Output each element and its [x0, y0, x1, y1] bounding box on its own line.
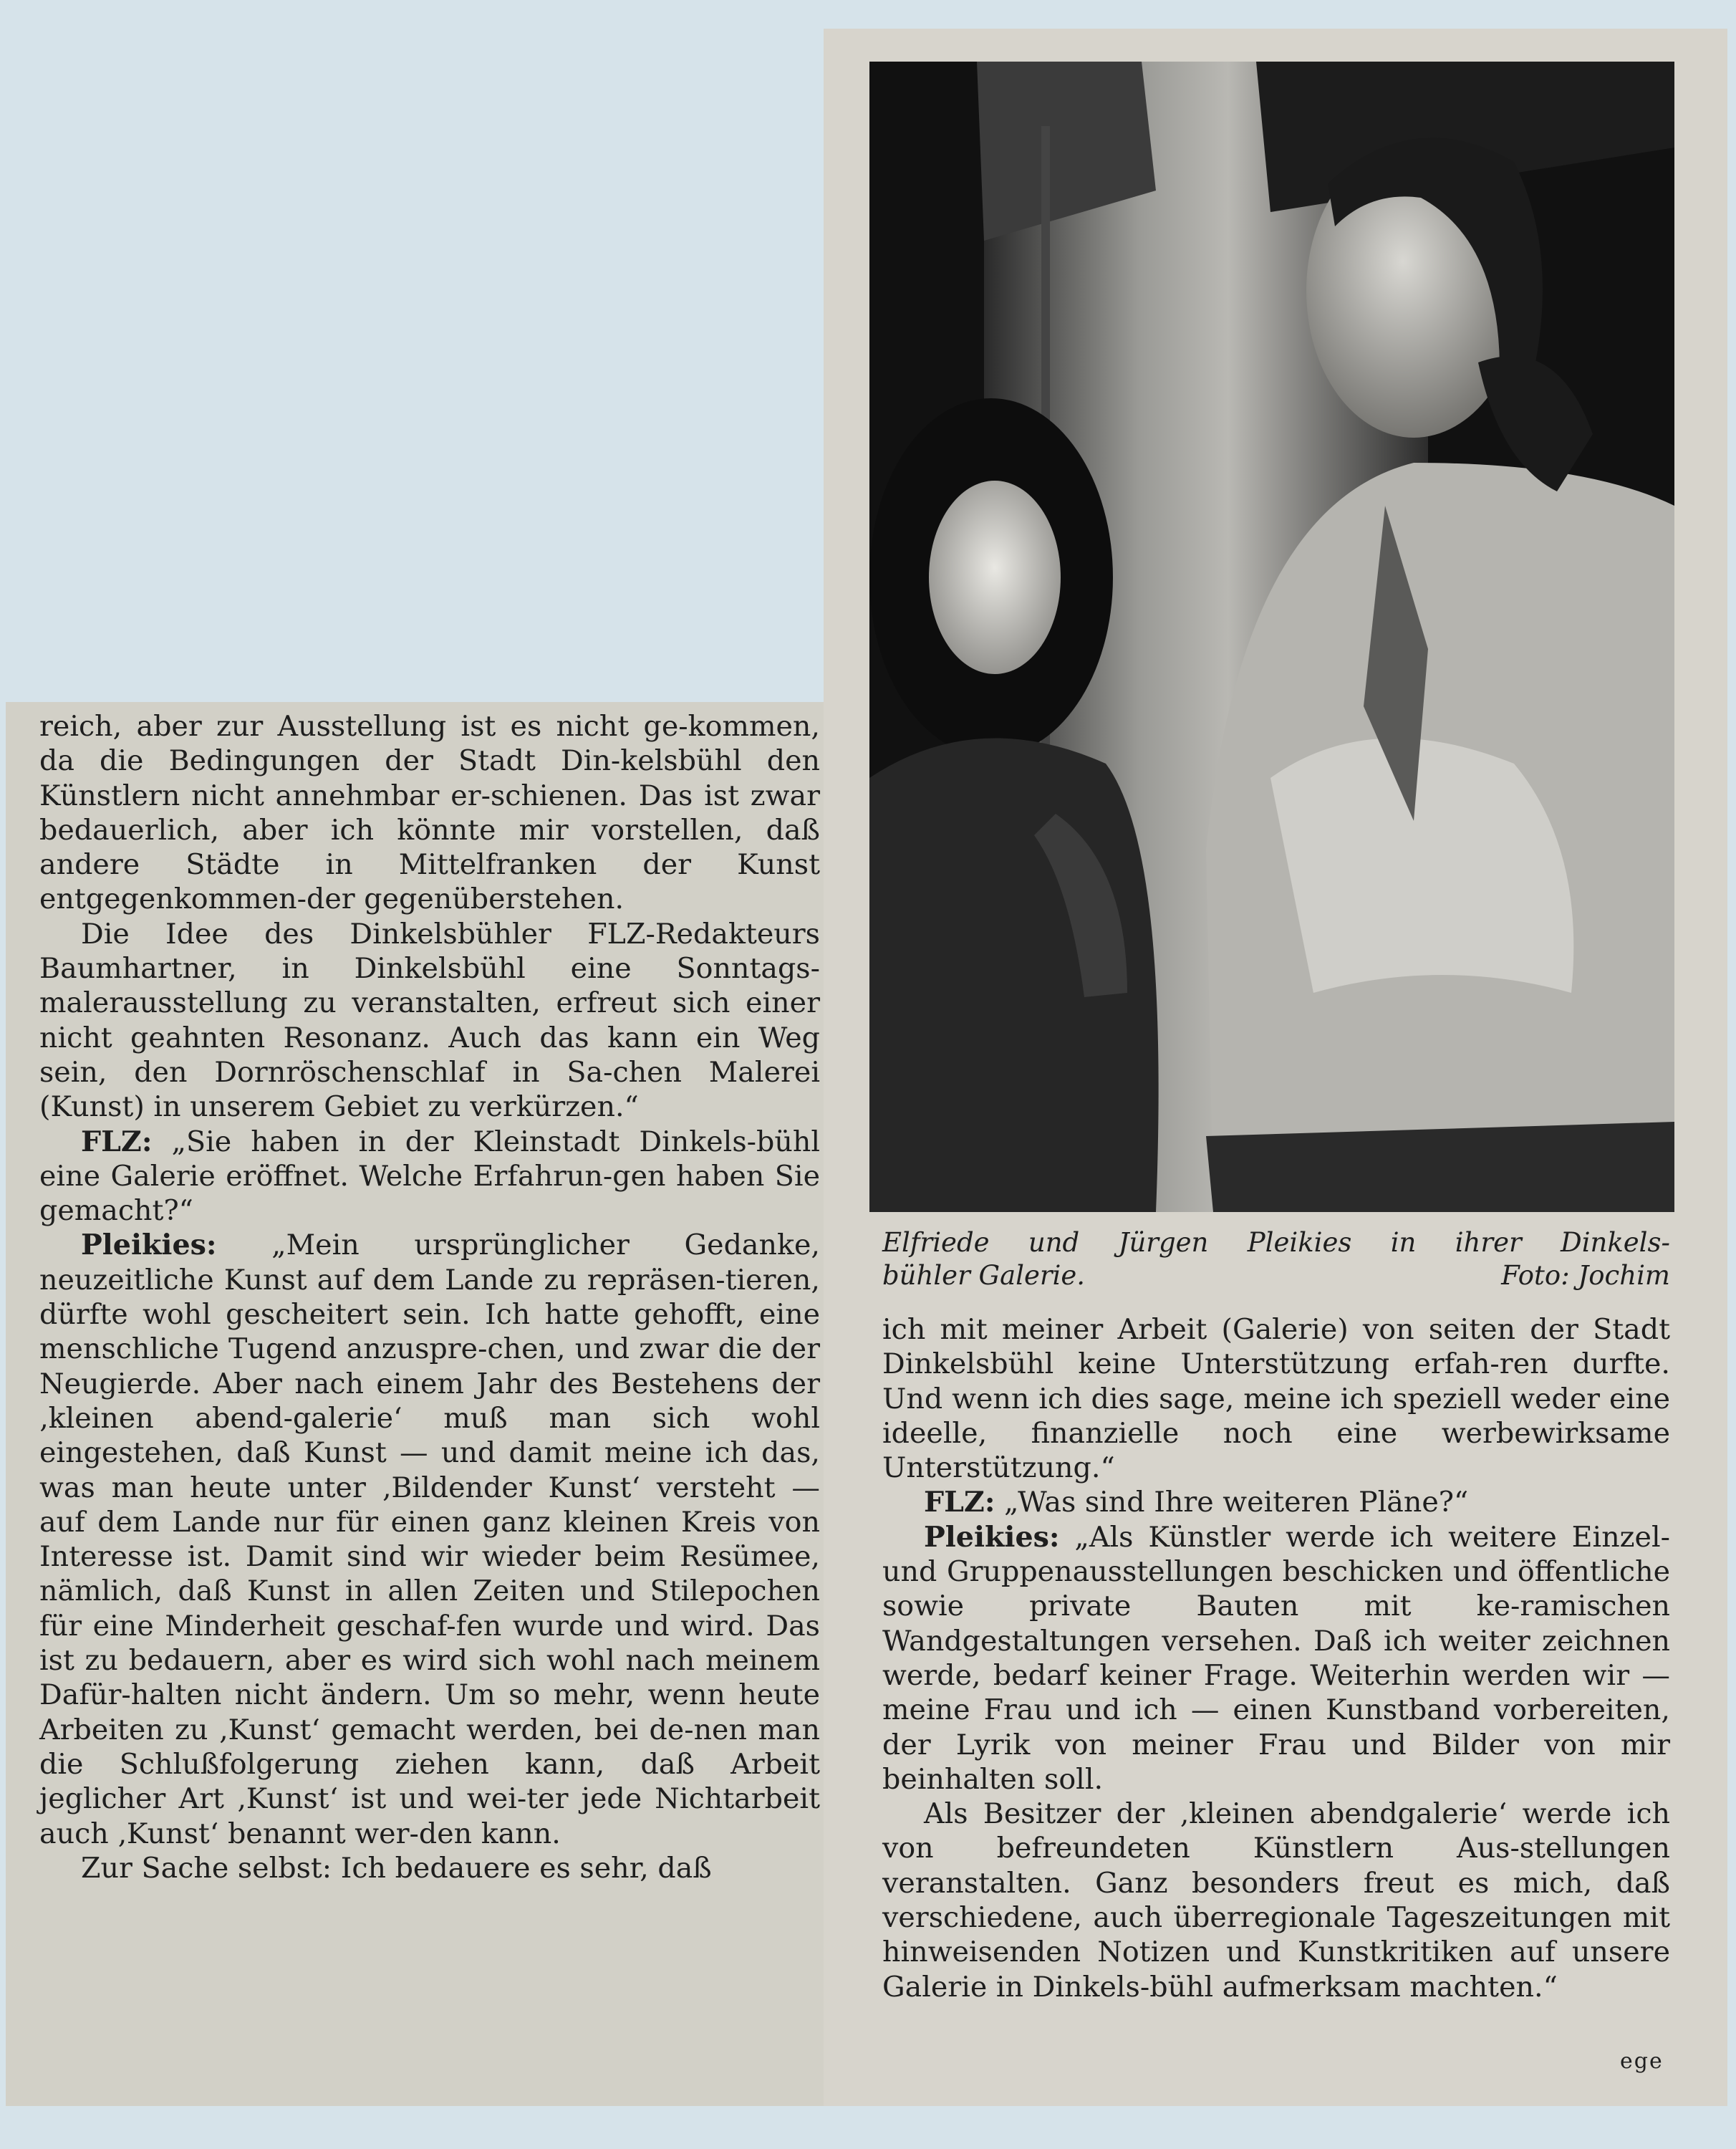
question-1	[39, 1125, 820, 1229]
speaker-flz: FLZ:	[81, 1125, 153, 1158]
author-signature: ege	[1620, 2049, 1664, 2074]
answer-1-text: „Mein ursprünglicher Gedanke, neuzeitliche Kunst auf dem Lande zu repräsen-tieren, dürfte wohl gescheitert sein. Ich hatte gehofft, eine menschliche Tugend anzuspre-chen, und zwar die der Neugierde. Aber nach einem Jahr des Bestehens der ‚kleinen abend-galerie‘ muß man sich wohl eingestehen, daß Kunst — und damit meine ich das, was man heute unter ‚Bildender Kunst‘ versteht — auf dem Lande nur für einen ganz kleinen Kreis von Interesse ist. Damit sind wir wieder beim Resümee, nämlich, daß Kunst in allen Zeiten und Stilepochen für eine Minderheit geschaf-fen wurde und wird. Das ist zu bedauern, aber es wird sich wohl nach meinem Dafür-halten nicht ändern. Um so mehr, wenn heute Arbeiten zu ‚Kunst‘ gemacht werden, bei de-nen man die Schlußfolgerung ziehen kann, daß Arbeit jeglicher Art ‚Kunst‘ ist und wei-ter jede Nichtarbeit auch ‚Kunst‘ benannt wer-den kann.	[39, 1229, 820, 1850]
photo-credit: Foto: Jochim	[1501, 1260, 1670, 1291]
photo-elfriede-juergen-pleikies	[869, 62, 1674, 1212]
paragraph-als-besitzer: Als Besitzer der ‚kleinen abendgalerie‘ werde ich von befreundeten Künstlern Aus-stellungen veranstalten. Ganz besonders freut es mich, daß verschiedene, auch überregionale Tageszeitungen mit hinweisenden Notizen und Kunstkritiken auf unsere Galerie in Dinkels-bühl aufmerksam machten.“	[882, 1797, 1670, 2004]
question-2-text: „Was sind Ihre weiteren Pläne?“	[995, 1486, 1469, 1519]
speaker-pleikies: Pleikies:	[81, 1229, 217, 1262]
photo-caption-line-2: bühler Galerie.	[882, 1260, 1086, 1291]
paragraph-idee: Die Idee des Dinkelsbühler FLZ-Redakteurs Baumhartner, in Dinkelsbühl eine Sonntags-malerausstellung zu veranstalten, erfreut sich einer nicht geahnten Resonanz. Auch das kann ein Weg sein, den Dornröschenschlaf in Sa-chen Malerei (Kunst) in unserem Gebiet zu verkürzen.“	[39, 917, 820, 1124]
article-left-column	[39, 709, 820, 1885]
speaker-flz: FLZ:	[924, 1486, 995, 1519]
paragraph-reich: reich, aber zur Ausstellung ist es nicht ge-kommen, da die Bedingungen der Stadt Din-kelsbühl den Künstlern nicht annehmbar er-schienen. Das ist zwar bedauerlich, aber ich könnte mir vorstellen, daß andere Städte in Mittelfranken der Kunst entgegenkommen-der gegenüberstehen.	[39, 710, 820, 916]
answer-2-text: „Als Künstler werde ich weitere Einzel- und Gruppenausstellungen beschicken und öffentliche sowie private Bauten mit ke-ramischen Wandgestaltungen versehen. Daß ich weiter zeichnen werde, bedarf keiner Frage. Weiterhin werden wir — meine Frau und ich — einen Kunstband vorbereiten, der Lyrik von meiner Frau und Bilder von mir beinhalten soll.	[882, 1520, 1670, 1796]
question-1-text: „Sie haben in der Kleinstadt Dinkels-bühl eine Galerie eröffnet. Welche Erfahrun-gen haben Sie gemacht?“	[39, 1125, 820, 1228]
article-right-column	[882, 1312, 1670, 2004]
paragraph-ich-mit-meiner-arbeit: ich mit meiner Arbeit (Galerie) von seiten der Stadt Dinkelsbühl keine Unterstützung erfah-ren durfte. Und wenn ich dies sage, meine ich speziell weder eine ideelle, finanzielle noch eine werbewirksame Unterstützung.“	[882, 1313, 1670, 1485]
caption-credit-line	[882, 1259, 1670, 1292]
question-2	[882, 1485, 1670, 1519]
photo-caption: Elfriede und Jürgen Pleikies in ihrer Dinkels-	[882, 1227, 1670, 1258]
answer-1	[39, 1228, 820, 1850]
answer-2	[882, 1520, 1670, 1797]
speaker-pleikies: Pleikies:	[924, 1520, 1060, 1554]
paragraph-zur-sache: Zur Sache selbst: Ich bedauere es sehr, daß	[81, 1851, 712, 1885]
